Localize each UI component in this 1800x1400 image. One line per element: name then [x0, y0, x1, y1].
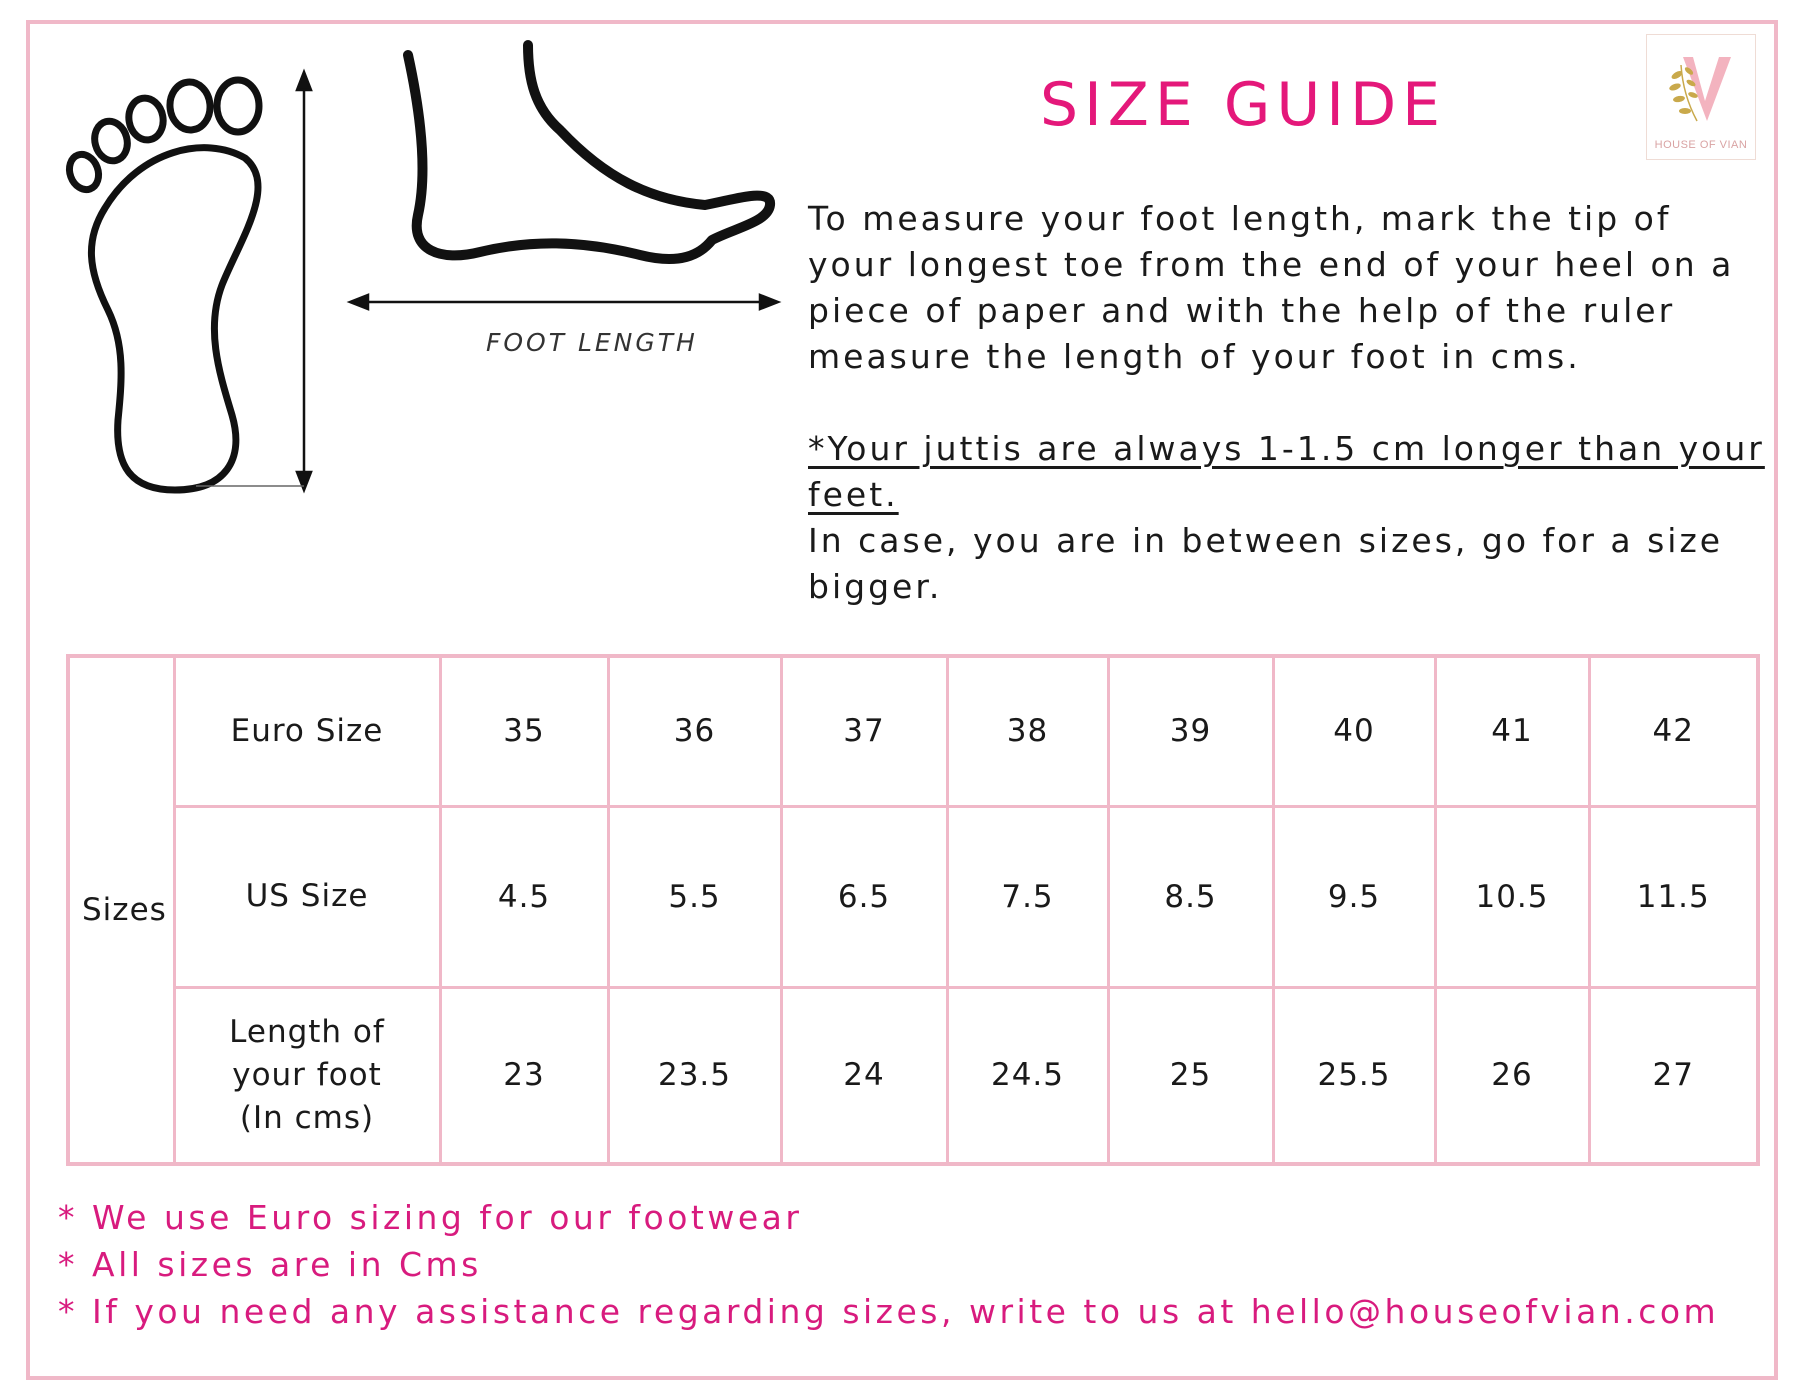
table-cell: 42	[1589, 656, 1758, 806]
size-table	[66, 654, 1760, 1166]
table-cell: 25.5	[1273, 987, 1435, 1164]
footer-note: * We use Euro sizing for our footwear	[58, 1198, 803, 1237]
footprint-icon	[65, 80, 259, 490]
row-label-foot-length	[174, 987, 440, 1164]
table-cell: 24.5	[947, 987, 1108, 1164]
table-cell: 9.5	[1273, 806, 1435, 987]
table-cell: 41	[1435, 656, 1589, 806]
table-cell: 5.5	[608, 806, 781, 987]
table-cell: 24	[781, 987, 947, 1164]
table-row-euro	[68, 656, 1758, 806]
logo-text: HOUSE OF VIAN	[1654, 139, 1748, 151]
logo-v-icon	[1647, 35, 1757, 135]
table-cell: 8.5	[1108, 806, 1273, 987]
table-cell: 26	[1435, 987, 1589, 1164]
footer-notes	[58, 1194, 1719, 1335]
sizes-group-label: Sizes	[68, 656, 174, 1164]
table-cell: 38	[947, 656, 1108, 806]
table-cell: 39	[1108, 656, 1273, 806]
table-cell: 7.5	[947, 806, 1108, 987]
foot-illustrations	[0, 0, 800, 520]
juttis-note: *Your juttis are always 1-1.5 cm longer than your feet.	[808, 429, 1765, 514]
foot-length-label: FOOT LENGTH	[486, 328, 698, 357]
table-cell: 10.5	[1435, 806, 1589, 987]
row-label-euro-size: Euro Size	[174, 656, 440, 806]
row-label-line: (In cms)	[239, 1099, 375, 1136]
table-cell: 4.5	[440, 806, 608, 987]
row-label-us-size: US Size	[174, 806, 440, 987]
table-row-us	[68, 806, 1758, 987]
footer-note: * All sizes are in Cms	[58, 1245, 482, 1284]
table-cell: 25	[1108, 987, 1273, 1164]
table-cell: 11.5	[1589, 806, 1758, 987]
table-cell: 23.5	[608, 987, 781, 1164]
row-label-line: Length of	[229, 1013, 385, 1050]
table-cell: 6.5	[781, 806, 947, 987]
table-cell: 40	[1273, 656, 1435, 806]
between-sizes-note: In case, you are in between sizes, go for a size bigger.	[808, 521, 1724, 606]
table-cell: 37	[781, 656, 947, 806]
footer-note-contact: * If you need any assistance regarding sizes, write to us at hello@houseofvian.com	[58, 1292, 1720, 1331]
table-cell: 35	[440, 656, 608, 806]
table-cell: 23	[440, 987, 608, 1164]
horizontal-measure-arrow	[350, 295, 778, 309]
instructions-paragraph: To measure your foot length, mark the tip of your longest toe from the end of your heel on a piece of paper and with the help of the ruler measure the length of your foot in cms.	[808, 199, 1735, 376]
vertical-measure-arrow	[196, 72, 311, 490]
table-cell: 36	[608, 656, 781, 806]
measurement-instructions	[808, 196, 1768, 610]
table-row-length	[68, 987, 1758, 1164]
page-title: SIZE GUIDE	[1040, 70, 1447, 140]
brand-logo	[1646, 34, 1756, 160]
side-foot-icon	[408, 45, 770, 259]
table-cell: 27	[1589, 987, 1758, 1164]
row-label-line: your foot	[232, 1056, 382, 1093]
